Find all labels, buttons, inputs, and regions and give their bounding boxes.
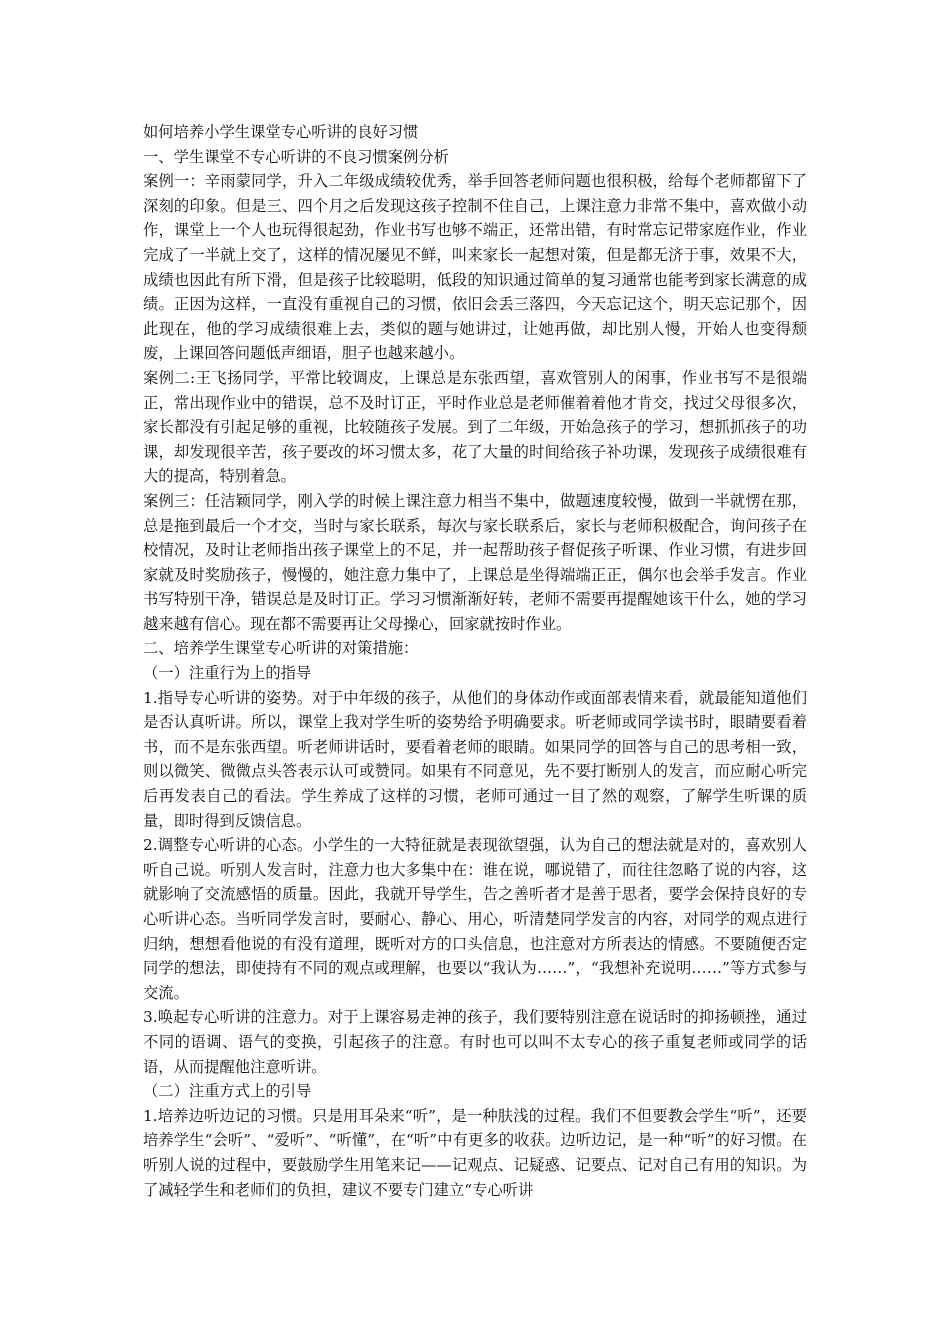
case-three-paragraph: 案例三：任洁颖同学，刚入学的时候上课注意力相当不集中，做题速度较慢，做到一半就愣在那，总是拖到最后一个才交，当时与家长联系，每次与家长联系后，家长与老师积极配合，询问孩子在校情况，及时让老师指出孩子课堂上的不足，并一起帮助孩子督促孩子听课、作业习惯，有进步回家就及时奖励孩子，慢慢的，她注意力集中了，上课总是坐得端端正正，偶尔也会举手发言。作业书写特别干净，错误总是及时订正。学习习惯渐渐好转，老师不需要再提醒她该干什么，她的学习越来越有信心。现在都不需要再让父母操心，回家就按时作业。: [143, 491, 807, 633]
item-listening-posture: 1.指导专心听讲的姿势。对于中年级的孩子，从他们的身体动作或面部表情来看，就最能知道他们是否认真听讲。所以，课堂上我对学生听的姿势给予明确要求。听老师或同学读书时，眼睛要看着书，而不是东张西望。听老师讲话时，要看着老师的眼睛。如果同学的回答与自己的思考相一致，则以微笑、微微点头答表示认可或赞同。如果有不同意见，先不要打断别人的发言，而应耐心听完后再发表自己的看法。学生养成了这样的习惯，老师可通过一目了然的观察，了解学生听课的质量，即时得到反馈信息。: [143, 688, 807, 830]
document-title: 如何培养小学生课堂专心听讲的良好习惯: [143, 123, 419, 141]
item-listen-and-note: 1.培养边听边记的习惯。只是用耳朵来“听”，是一种肤浅的过程。我们不但要教会学生“听”，还要培养学生“会听”、“爱听”、“听懂”，在“听”中有更多的收获。边听边记，是一种“听”的好习惯。在听别人说的过程中，要鼓励学生用笔来记——记观点、记疑惑、记要点、记对自己有用的知识。为了减轻学生和老师们的负担，建议不要专门建立“专心听讲: [143, 1106, 807, 1199]
document-page: [143, 120, 807, 1202]
case-two-paragraph: 案例二:王飞扬同学，平常比较调皮，上课总是东张西望，喜欢管别人的闲事，作业书写不是很端正，常出现作业中的错误，总不及时订正，平时作业总是老师催着着他才肯交，找过父母很多次，家长都没有引起足够的重视，比较随孩子发展。到了二年级，开始急孩子的学习，想抓抓孩子的功课，却发现很辛苦，孩子要改的坏习惯太多，花了大量的时间给孩子补功课，发现孩子成绩很难有大的提高，特别着急。: [143, 368, 807, 486]
section-heading-measures: 二、培养学生课堂专心听讲的对策措施：: [143, 639, 419, 658]
case-one-paragraph: 案例一：辛雨蒙同学，升入二年级成绩较优秀，举手回答老师问题也很积极，给每个老师都留下了深刻的印象。但是三、四个月之后发现这孩子控制不住自己，上课注意力非常不集中，喜欢做小动作，课堂上一个人也玩得很起劲，作业书写也够不端正，还常出错，有时常忘记带家庭作业，作业完成了一半就上交了，这样的情况屡见不鲜，叫来家长一起想对策，但是都无济于事，效果不大，成绩也因此有所下滑，但是孩子比较聪明，低段的知识通过简单的复习通常也能考到家长满意的成绩。正因为这样，一直没有重视自己的习惯，依旧会丢三落四，今天忘记这个，明天忘记那个，因此现在，他的学习成绩很难上去，类似的题与她讲过，让她再做，却比别人慢，开始人也变得颓废，上课回答问题低声细语，胆子也越来越小。: [143, 172, 807, 363]
item-listening-attention: 3.唤起专心听讲的注意力。对于上课容易走神的孩子，我们要特别注意在说话时的抑扬顿挫，通过不同的语调、语气的变换，引起孩子的注意。有时也可以叫不太专心的孩子重复老师或同学的话语，从而提醒他注意听讲。: [143, 1008, 807, 1076]
section-heading-case-analysis: 一、学生课堂不专心听讲的不良习惯案例分析: [143, 147, 449, 166]
subheading-method-guidance: （二）注重方式上的引导: [143, 1082, 312, 1101]
item-listening-mindset: 2.调整专心听讲的心态。小学生的一大特征就是表现欲望强，认为自己的想法就是对的，喜欢别人听自己说。听别人发言时，注意力也大多集中在：谁在说，哪说错了，而往往忽略了说的内容，这就影响了交流感悟的质量。因此，我就开导学生，告之善听者才是善于思者，要学会保持良好的专心听讲心态。当听同学发言时，要耐心、静心、用心，听清楚同学发言的内容，对同学的观点进行归纳，想想看他说的有没有道理，既听对方的口头信息，也注意对方所表达的情感。不要随便否定同学的想法，即使持有不同的观点或理解，也要以“我认为……”，“我想补充说明……”等方式参与交流。: [143, 836, 807, 1002]
subheading-behavior-guidance: （一）注重行为上的指导: [143, 664, 312, 683]
